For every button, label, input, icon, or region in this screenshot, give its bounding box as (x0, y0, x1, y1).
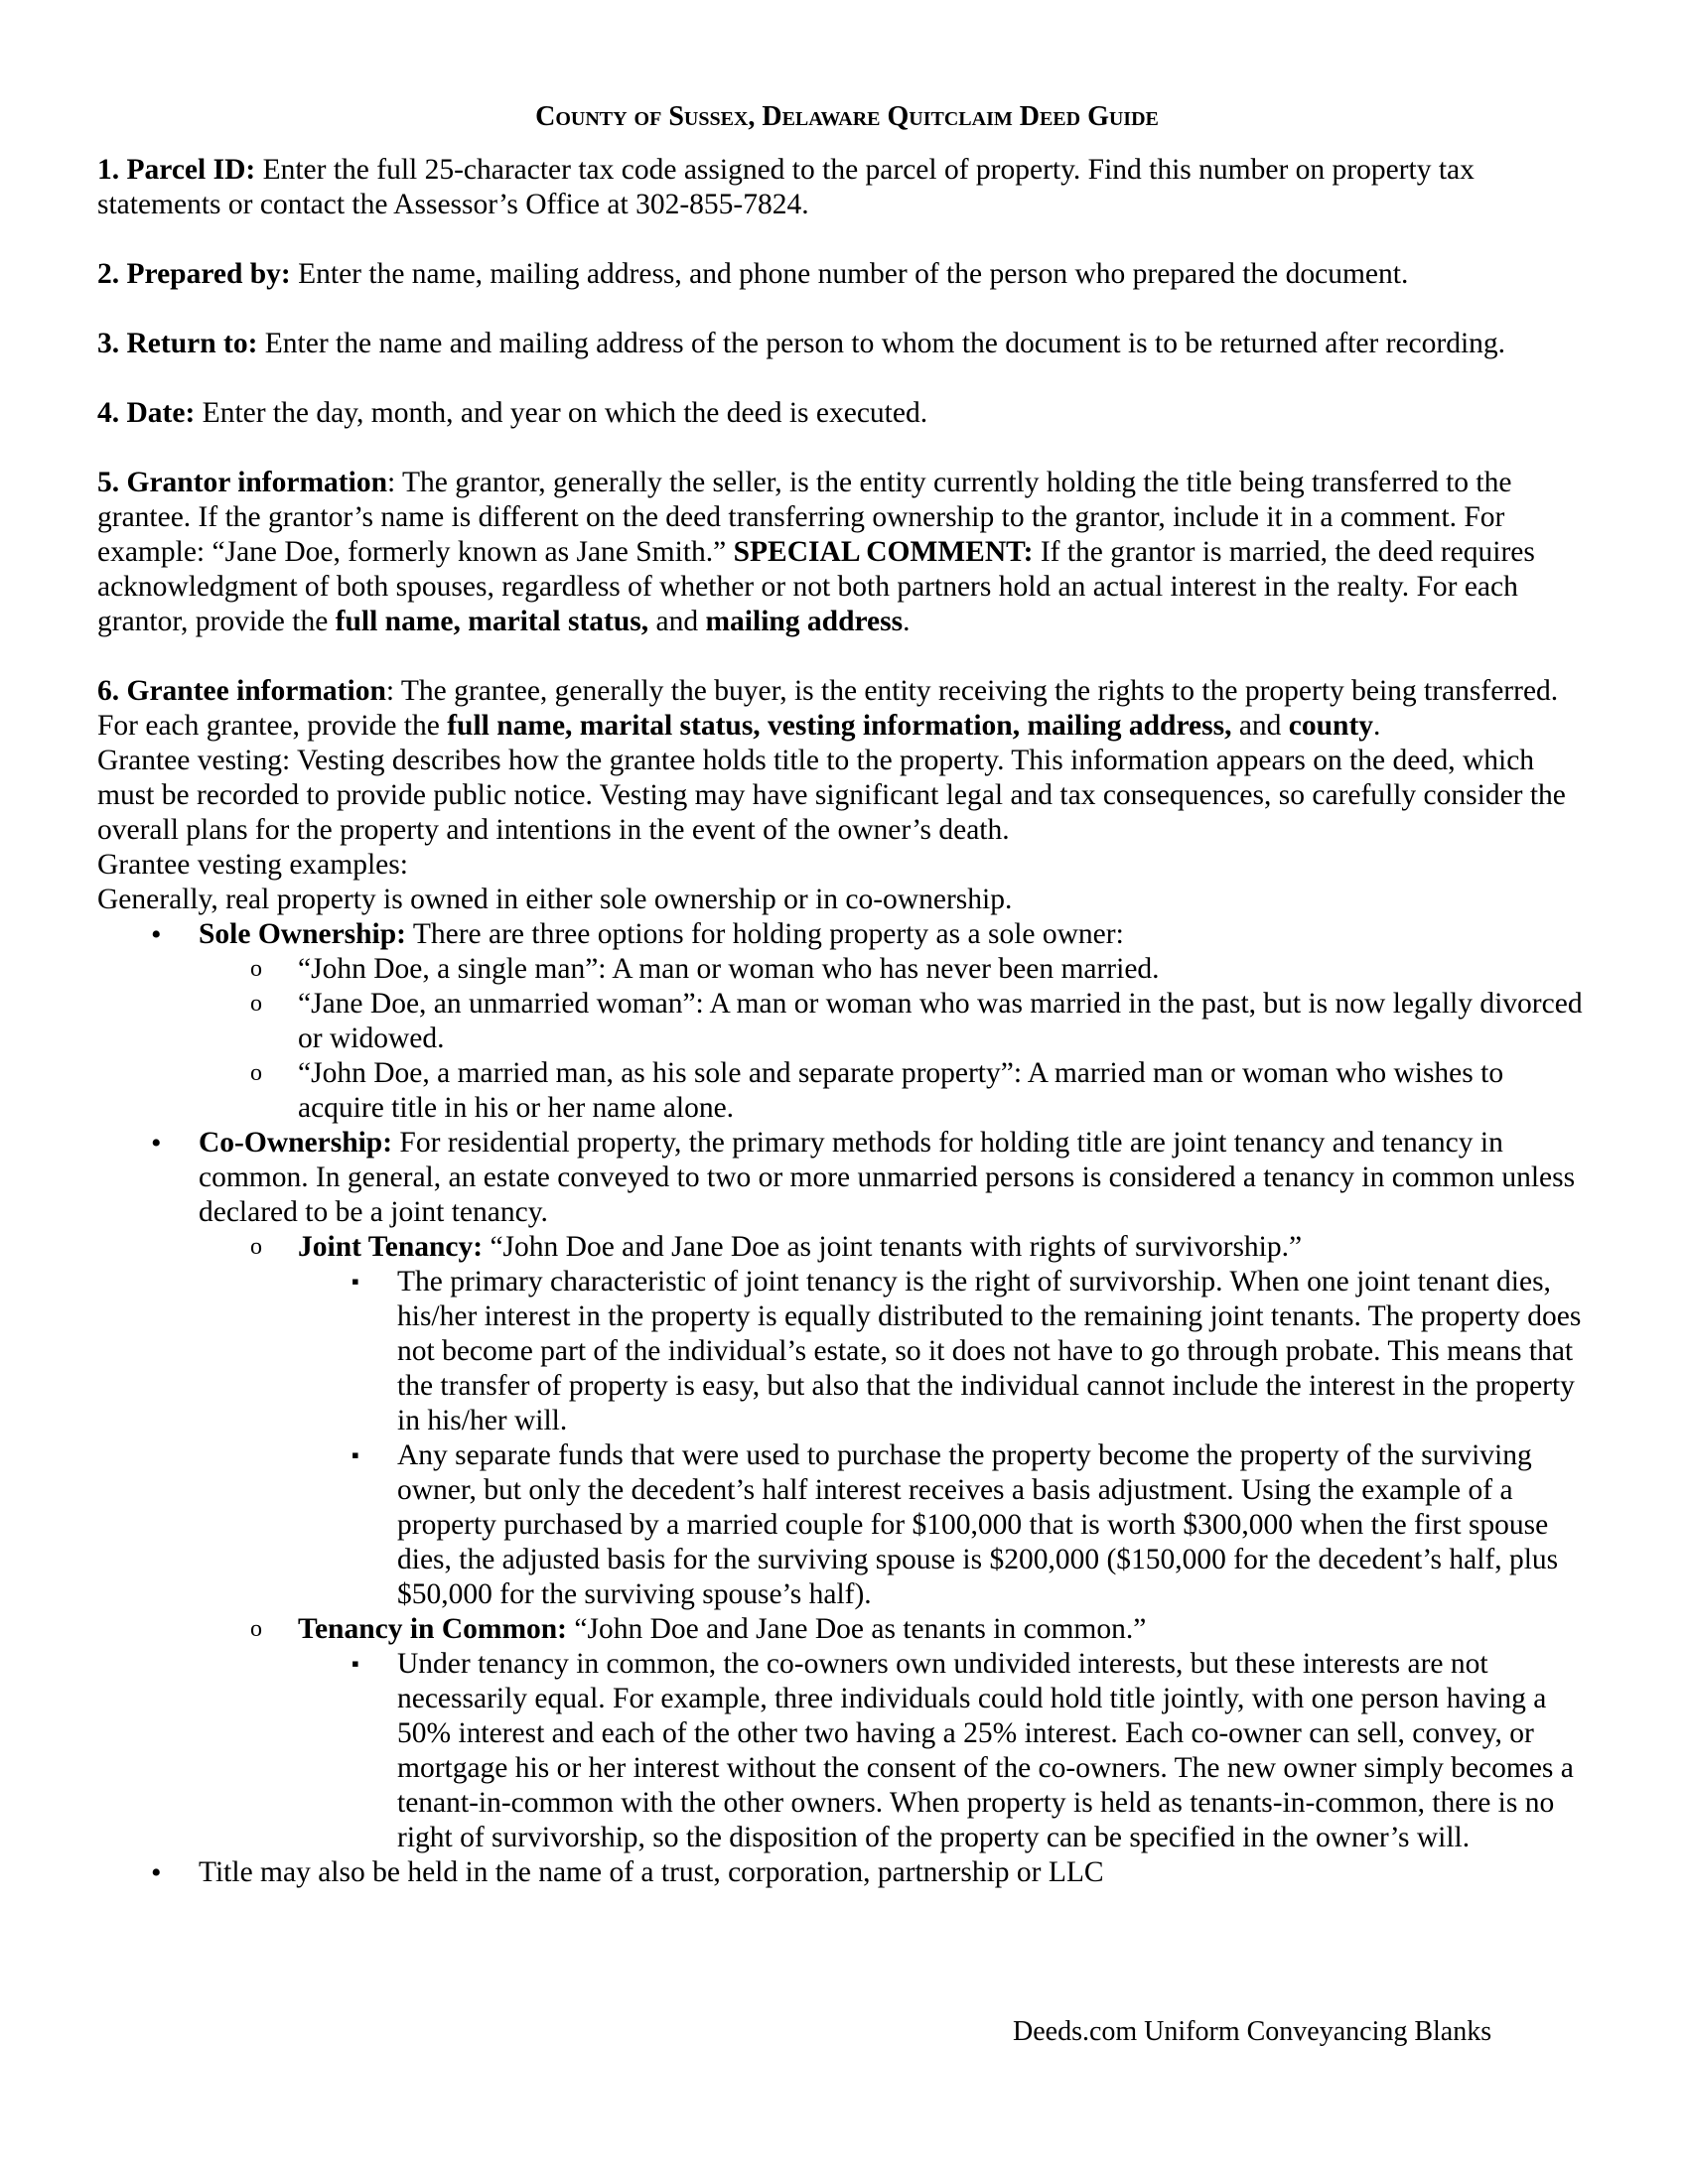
vesting-examples-heading: Grantee vesting examples: (97, 849, 408, 881)
list-item-co-ownership (199, 1126, 1597, 1855)
bold-text: full name, marital status, (335, 606, 649, 637)
section-text: and (648, 606, 706, 637)
section-text: . (903, 606, 911, 637)
list-item-other-title: • Title may also be held in the name of a trust, corporation, partnership or LLC (199, 1855, 1597, 1890)
section-date (97, 396, 1597, 431)
section-text: Enter the name and mailing address of the person to whom the document is to be returned after recording. (257, 328, 1506, 359)
section-text: : The grantor, generally the seller, is the entity currently holding the title being transferred to the grantee. If the grantor’s name is different on the deed transferring ownership to the grantor, include it in a comment. For example: “Jane Doe, formerly known as Jane Smith.” (97, 467, 1512, 568)
bold-text: mailing address (705, 606, 904, 637)
item-text: “John Doe and Jane Doe as tenants in common.” (567, 1613, 1147, 1645)
section-parcel-id (97, 153, 1597, 222)
bold-text: full name, marital status, vesting information, mailing address, (447, 710, 1232, 742)
item-label: Sole Ownership: (199, 918, 406, 950)
grantee-vesting: Grantee vesting: Vesting describes how the grantee holds title to the property. This information appears on the deed, which must be recorded to provide public notice. Vesting may have significant legal and tax consequences, so carefully consider the overall plans for the property and intentions in the event of the owner’s death. (97, 745, 1566, 846)
list-item: o “John Doe, a married man, as his sole and separate property”: A married man or woman who wishes to acquire title in his or her name alone. (298, 1056, 1597, 1126)
section-text: Enter the full 25-character tax code assigned to the parcel of property. Find this number on property tax statements or contact the Assessor’s Office at 302-855-7824. (97, 154, 1475, 220)
section-grantor (97, 466, 1597, 639)
list-item-joint-tenancy (298, 1230, 1597, 1612)
item-label: Co-Ownership: (199, 1127, 393, 1159)
section-text: Enter the day, month, and year on which the deed is executed. (195, 397, 928, 429)
item-text: “John Doe and Jane Doe as joint tenants with rights of survivorship.” (483, 1231, 1303, 1263)
bold-text: county (1288, 710, 1374, 742)
section-label: 1. Parcel ID: (97, 154, 256, 186)
list-item: o “Jane Doe, an unmarried woman”: A man or woman who was married in the past, but is now legally divorced or widowed. (298, 987, 1597, 1056)
section-grantee (97, 674, 1597, 1890)
list-item: ▪ Any separate funds that were used to purchase the property become the property of the surviving owner, but only the decedent’s half interest receives a basis adjustment. Using the example of a property purchased by a married couple for $100,000 that is worth $300,000 when the first spouse dies, the adjusted basis for the surviving spouse is $200,000 ($150,000 for the decedent’s half, plus $50,000 for the surviving spouse’s half). (397, 1438, 1597, 1612)
section-label: 6. Grantee information (97, 675, 386, 707)
section-label: 4. Date: (97, 397, 196, 429)
sole-options-list (199, 952, 1597, 1126)
joint-points-list (298, 1265, 1597, 1612)
section-text: : The grantee, generally the buyer, is the entity receiving the rights to the property being transferred. For each grantee, provide the (97, 675, 1559, 742)
section-label: 3. Return to: (97, 328, 258, 359)
section-return-to (97, 327, 1597, 361)
section-text: If the grantor is married, the deed requires acknowledgment of both spouses, regardless of whether or not both partners hold an actual interest in the realty. For each grantor, provide the (97, 536, 1535, 637)
list-item: ▪ Under tenancy in common, the co-owners own undivided interests, but these interests are not necessarily equal. For example, three individuals could hold title jointly, with one person having a 50% interest and each of the other two having a 25% interest. Each co-owner can sell, convey, or mortgage his or her interest without the consent of the co-owners. The new owner simply becomes a tenant-in-common with the other owners. When property is held as tenants-in-common, there is no right of survivorship, so the disposition of the property can be specified in the owner’s will. (397, 1647, 1597, 1855)
section-label: 5. Grantor information (97, 467, 387, 498)
section-text: and (1231, 710, 1289, 742)
item-label: Tenancy in Common: (298, 1613, 568, 1645)
special-comment-label: SPECIAL COMMENT: (733, 536, 1034, 568)
section-label: 2. Prepared by: (97, 258, 291, 290)
grantee-intro (97, 674, 1597, 744)
item-text: For residential property, the primary methods for holding title are joint tenancy and tenancy in common. In general, an estate conveyed to two or more unmarried persons is considered a tenancy in common unless declared to be a joint tenancy. (199, 1127, 1576, 1228)
section-text: . (1373, 710, 1381, 742)
item-text: There are three options for holding property as a sole owner: (405, 918, 1124, 950)
vesting-examples-intro: Generally, real property is owned in either sole ownership or in co-ownership. (97, 884, 1013, 915)
list-item-tenancy-in-common (298, 1612, 1597, 1855)
page-title: County of Sussex, Delaware Quitclaim Deed Guide (535, 101, 1159, 132)
section-prepared-by (97, 257, 1597, 292)
list-item-sole-ownership (199, 917, 1597, 1126)
vesting-list (97, 917, 1597, 1890)
co-options-list (199, 1230, 1597, 1855)
item-label: Joint Tenancy: (298, 1231, 484, 1263)
list-item: ▪ The primary characteristic of joint tenancy is the right of survivorship. When one joint tenant dies, his/her interest in the property is equally distributed to the remaining joint tenants. The property does not become part of the individual’s estate, so it does not have to go through probate. This means that the transfer of property is easy, but also that the individual cannot include the interest in the property in his/her will. (397, 1265, 1597, 1438)
list-item: o “John Doe, a single man”: A man or woman who has never been married. (298, 952, 1597, 987)
footer-text: Deeds.com Uniform Conveyancing Blanks (1013, 2016, 1492, 2047)
document-page (97, 99, 1597, 1890)
common-points-list (298, 1647, 1597, 1855)
section-text: Enter the name, mailing address, and phone number of the person who prepared the document. (290, 258, 1409, 290)
